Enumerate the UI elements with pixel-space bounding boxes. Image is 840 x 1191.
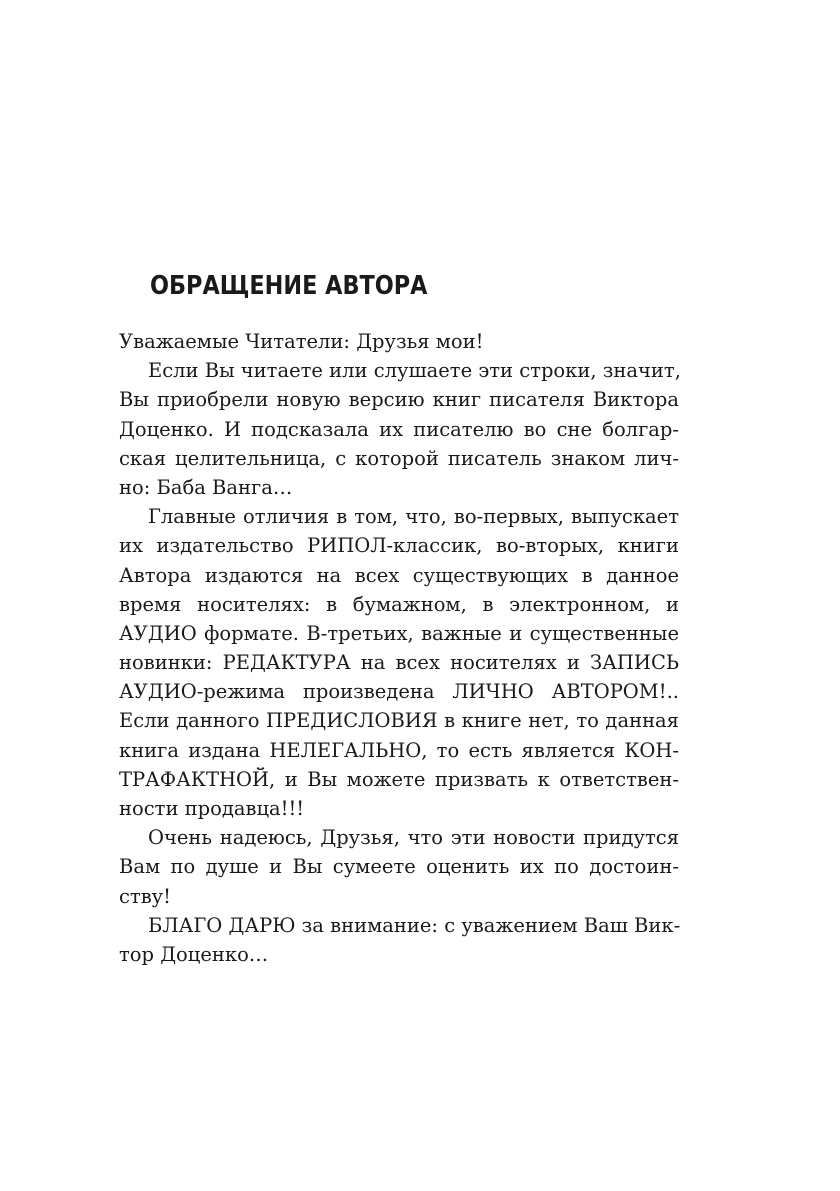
text-line: Автора издаются на всех существующих в данное	[119, 563, 679, 587]
text-line: новинки: РЕДАКТУРА на всех носителях и ЗАПИСЬ	[119, 651, 679, 675]
text-line: Вы приобрели новую версию книг писателя Виктора	[119, 388, 679, 412]
text-line: Очень надеюсь, Друзья, что эти новости придутся	[148, 826, 679, 850]
text-line: их издательство РИПОЛ-классик, во-вторых, книги	[119, 534, 679, 558]
text-line: АУДИО формате. В-третьих, важные и существенные	[119, 621, 679, 645]
body-text	[119, 327, 679, 969]
text-line: АУДИО-режима произведена ЛИЧНО АВТОРОМ!..	[119, 680, 679, 704]
text-line: тор Доценко…	[119, 942, 269, 966]
text-line: но: Баба Ванга…	[119, 475, 293, 499]
text-line: БЛАГО ДАРЮ за внимание: с уважением Ваш Вик-	[148, 913, 681, 937]
text-line: ности продавца!!!	[119, 797, 305, 820]
text-line: Уважаемые Читатели: Друзья мои!	[119, 330, 484, 353]
text-line: время носителях: в бумажном, в электронном, и	[119, 592, 679, 616]
text-line: ТРАФАКТНОЙ, и Вы можете призвать к ответствен-	[119, 767, 679, 791]
text-line: Главные отличия в том, что, во-первых, выпускает	[148, 505, 679, 529]
text-line: Если Вы читаете или слушаете эти строки, значит,	[148, 359, 681, 383]
text-line: книга издана НЕЛЕГАЛЬНО, то есть является КОН-	[119, 738, 679, 762]
chapter-heading: ОБРАЩЕНИЕ АВТОРА	[150, 271, 428, 301]
text-line: ская целительница, с которой писатель знаком лич-	[119, 446, 679, 470]
text-line: ству!	[119, 884, 171, 908]
text-line: Если данного ПРЕДИСЛОВИЯ в книге нет, то данная	[119, 709, 679, 733]
text-line: Доценко. И подсказала их писателю во сне болгар-	[119, 417, 679, 441]
text-line: Вам по душе и Вы сумеете оценить их по достоин-	[119, 855, 679, 879]
